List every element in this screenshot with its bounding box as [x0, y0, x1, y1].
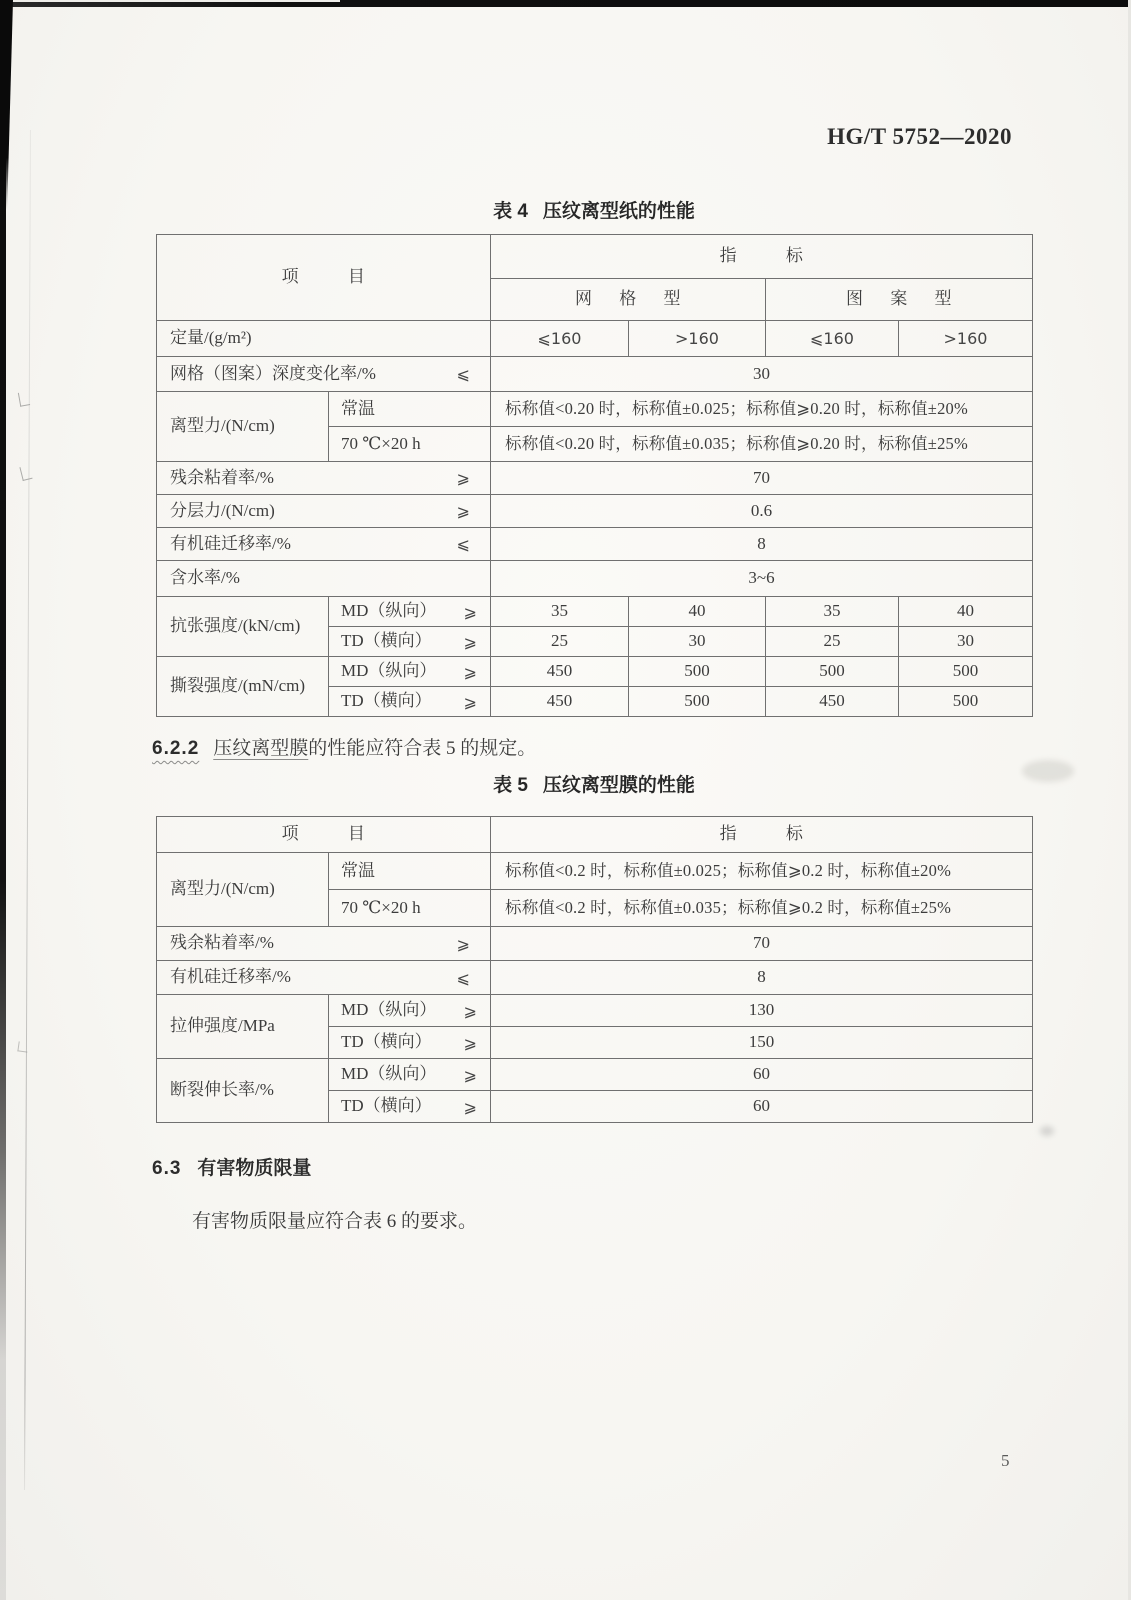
t5-silicone-migration-text: 有机硅迁移率/%	[170, 967, 291, 987]
t4-delamination-label	[157, 495, 491, 528]
t4-cell: 40	[899, 597, 1033, 627]
geq-symbol: ⩾	[456, 468, 470, 488]
t5-cell: 8	[491, 961, 1033, 995]
geq-symbol: ⩾	[463, 1000, 477, 1020]
t5-cell: 标称值<0.2 时，标称值±0.025；标称值⩾0.2 时，标称值±20%	[491, 853, 1033, 890]
t4-release-force-label: 离型力/(N/cm)	[157, 392, 329, 462]
td-direction-text: TD（横向）	[341, 1032, 432, 1052]
md-direction-text: MD（纵向）	[341, 1000, 437, 1020]
clause-number: 6.3	[152, 1158, 182, 1179]
t4-residual-adhesion-text: 残余粘着率/%	[170, 467, 274, 487]
table5-title-number: 表 5	[493, 775, 528, 796]
t4-silicone-migration-text: 有机硅迁移率/%	[170, 533, 291, 553]
t4-cell: 35	[766, 597, 899, 627]
t4-depth-change-text: 网格（图案）深度变化率/%	[170, 363, 376, 383]
t4-tear-label: 撕裂强度/(mN/cm)	[157, 657, 329, 717]
geq-symbol: ⩾	[463, 601, 477, 621]
geq-symbol: ⩾	[456, 501, 470, 521]
t5-tensile-md	[329, 995, 491, 1027]
clause-lead-text: 压纹离型膜	[213, 738, 309, 759]
leq-symbol: ⩽	[456, 967, 470, 987]
t5-release-force-cond-aged: 70 ℃×20 h	[329, 890, 491, 927]
geq-symbol: ⩾	[456, 933, 470, 953]
t5-cell: 130	[491, 995, 1033, 1027]
t4-cell: ⩽160	[491, 321, 629, 357]
t4-cell: 8	[491, 528, 1033, 561]
clause-6-3-body: 有害物质限量应符合表 6 的要求。	[192, 1211, 478, 1232]
t5-tensile-strength-label: 拉伸强度/MPa	[157, 995, 329, 1059]
margin-mark	[17, 1041, 28, 1052]
md-direction-text: MD（纵向）	[341, 1064, 437, 1084]
geq-symbol: ⩾	[463, 631, 477, 651]
t5-cell: 60	[491, 1091, 1033, 1123]
t4-tensile-label: 抗张强度/(kN/cm)	[157, 597, 329, 657]
t4-cell: 500	[629, 657, 766, 687]
t4-header-item: 项 目	[157, 235, 491, 321]
t4-cell: 标称值<0.20 时，标称值±0.035；标称值⩾0.20 时，标称值±25%	[491, 427, 1033, 462]
t4-cell: 450	[491, 687, 629, 717]
t4-release-force-cond-normal: 常温	[329, 392, 491, 427]
t4-basis-weight-label: 定量/(g/m²)	[157, 321, 491, 357]
t4-cell: 3~6	[491, 561, 1033, 597]
table4-title	[156, 196, 1032, 223]
t4-residual-adhesion-label	[157, 462, 491, 495]
t4-cell: 500	[766, 657, 899, 687]
geq-symbol: ⩾	[463, 691, 477, 711]
standard-code: HG/T 5752—2020	[827, 124, 1012, 149]
t4-cell: 35	[491, 597, 629, 627]
td-direction-text: TD（横向）	[341, 631, 432, 651]
t4-cell: 500	[899, 687, 1033, 717]
page-crease-line	[24, 130, 31, 1490]
t4-release-force-cond-aged: 70 ℃×20 h	[329, 427, 491, 462]
t4-cell: 70	[491, 462, 1033, 495]
clause-6-3-heading	[152, 1153, 311, 1180]
t5-cell: 150	[491, 1027, 1033, 1059]
leq-symbol: ⩽	[456, 534, 470, 554]
scan-edge-top-sliver	[0, 0, 340, 2]
t4-cell: 450	[491, 657, 629, 687]
t4-cell: 30	[899, 627, 1033, 657]
leq-symbol: ⩽	[456, 364, 470, 384]
t4-cell: ⩽160	[766, 321, 899, 357]
t5-cell: 60	[491, 1059, 1033, 1091]
geq-symbol: ⩾	[463, 661, 477, 681]
t5-elongation-label: 断裂伸长率/%	[157, 1059, 329, 1123]
geq-symbol: ⩾	[463, 1096, 477, 1116]
t4-cell: 30	[629, 627, 766, 657]
td-direction-text: TD（横向）	[341, 691, 432, 711]
page-number: 5	[1001, 1451, 1010, 1470]
geq-symbol: ⩾	[463, 1064, 477, 1084]
clause-rest-text: 的性能应符合表 5 的规定。	[308, 738, 537, 759]
geq-symbol: ⩾	[463, 1032, 477, 1052]
scan-smudge	[1040, 1126, 1054, 1136]
t5-residual-adhesion-text: 残余粘着率/%	[170, 933, 274, 953]
t4-header-pattern-type: 图 案 型	[766, 279, 1033, 321]
t4-cell: 500	[629, 687, 766, 717]
t5-release-force-cond-normal: 常温	[329, 853, 491, 890]
t4-cell: 25	[491, 627, 629, 657]
clause-title-text: 有害物质限量	[197, 1158, 312, 1179]
t4-tear-td	[329, 687, 491, 717]
t4-tear-md	[329, 657, 491, 687]
table4-title-text: 压纹离型纸的性能	[542, 201, 695, 222]
md-direction-text: MD（纵向）	[341, 661, 437, 681]
t4-header-indicator: 指 标	[491, 235, 1033, 279]
t5-release-force-label: 离型力/(N/cm)	[157, 853, 329, 927]
t4-tensile-td	[329, 627, 491, 657]
t5-silicone-migration-label	[157, 961, 491, 995]
t4-moisture-label: 含水率/%	[157, 561, 491, 597]
table4-title-number: 表 4	[493, 201, 528, 222]
margin-mark	[19, 465, 32, 481]
t4-header-mesh-type: 网 格 型	[491, 279, 766, 321]
t4-depth-change-label	[157, 357, 491, 392]
t5-elongation-td	[329, 1091, 491, 1123]
table5-embossed-release-film	[156, 816, 1033, 1123]
t4-cell: 0.6	[491, 495, 1033, 528]
scan-edge-left-top	[0, 0, 13, 210]
t4-cell: >160	[629, 321, 766, 357]
t5-cell: 70	[491, 927, 1033, 961]
t4-cell: 500	[899, 657, 1033, 687]
t4-silicone-migration-label	[157, 528, 491, 561]
table5-title	[156, 770, 1032, 797]
clause-6-2-2	[152, 733, 536, 760]
t5-cell: 标称值<0.2 时，标称值±0.035；标称值⩾0.2 时，标称值±25%	[491, 890, 1033, 927]
t5-header-item: 项 目	[157, 817, 491, 853]
table4-embossed-release-paper	[156, 234, 1033, 717]
t4-delamination-text: 分层力/(N/cm)	[170, 500, 275, 520]
t4-cell: >160	[899, 321, 1033, 357]
t4-cell: 30	[491, 357, 1033, 392]
td-direction-text: TD（横向）	[341, 1096, 432, 1116]
t4-cell: 450	[766, 687, 899, 717]
t5-tensile-td	[329, 1027, 491, 1059]
t4-tensile-md	[329, 597, 491, 627]
t5-elongation-md	[329, 1059, 491, 1091]
t4-cell: 40	[629, 597, 766, 627]
scan-edge-left	[0, 0, 6, 1600]
t5-residual-adhesion-label	[157, 927, 491, 961]
clause-number: 6.2.2	[152, 738, 200, 759]
md-direction-text: MD（纵向）	[341, 601, 437, 621]
t5-header-indicator: 指 标	[491, 817, 1033, 853]
t4-cell: 25	[766, 627, 899, 657]
t4-cell: 标称值<0.20 时，标称值±0.025；标称值⩾0.20 时，标称值±20%	[491, 392, 1033, 427]
table5-title-text: 压纹离型膜的性能	[542, 775, 695, 796]
